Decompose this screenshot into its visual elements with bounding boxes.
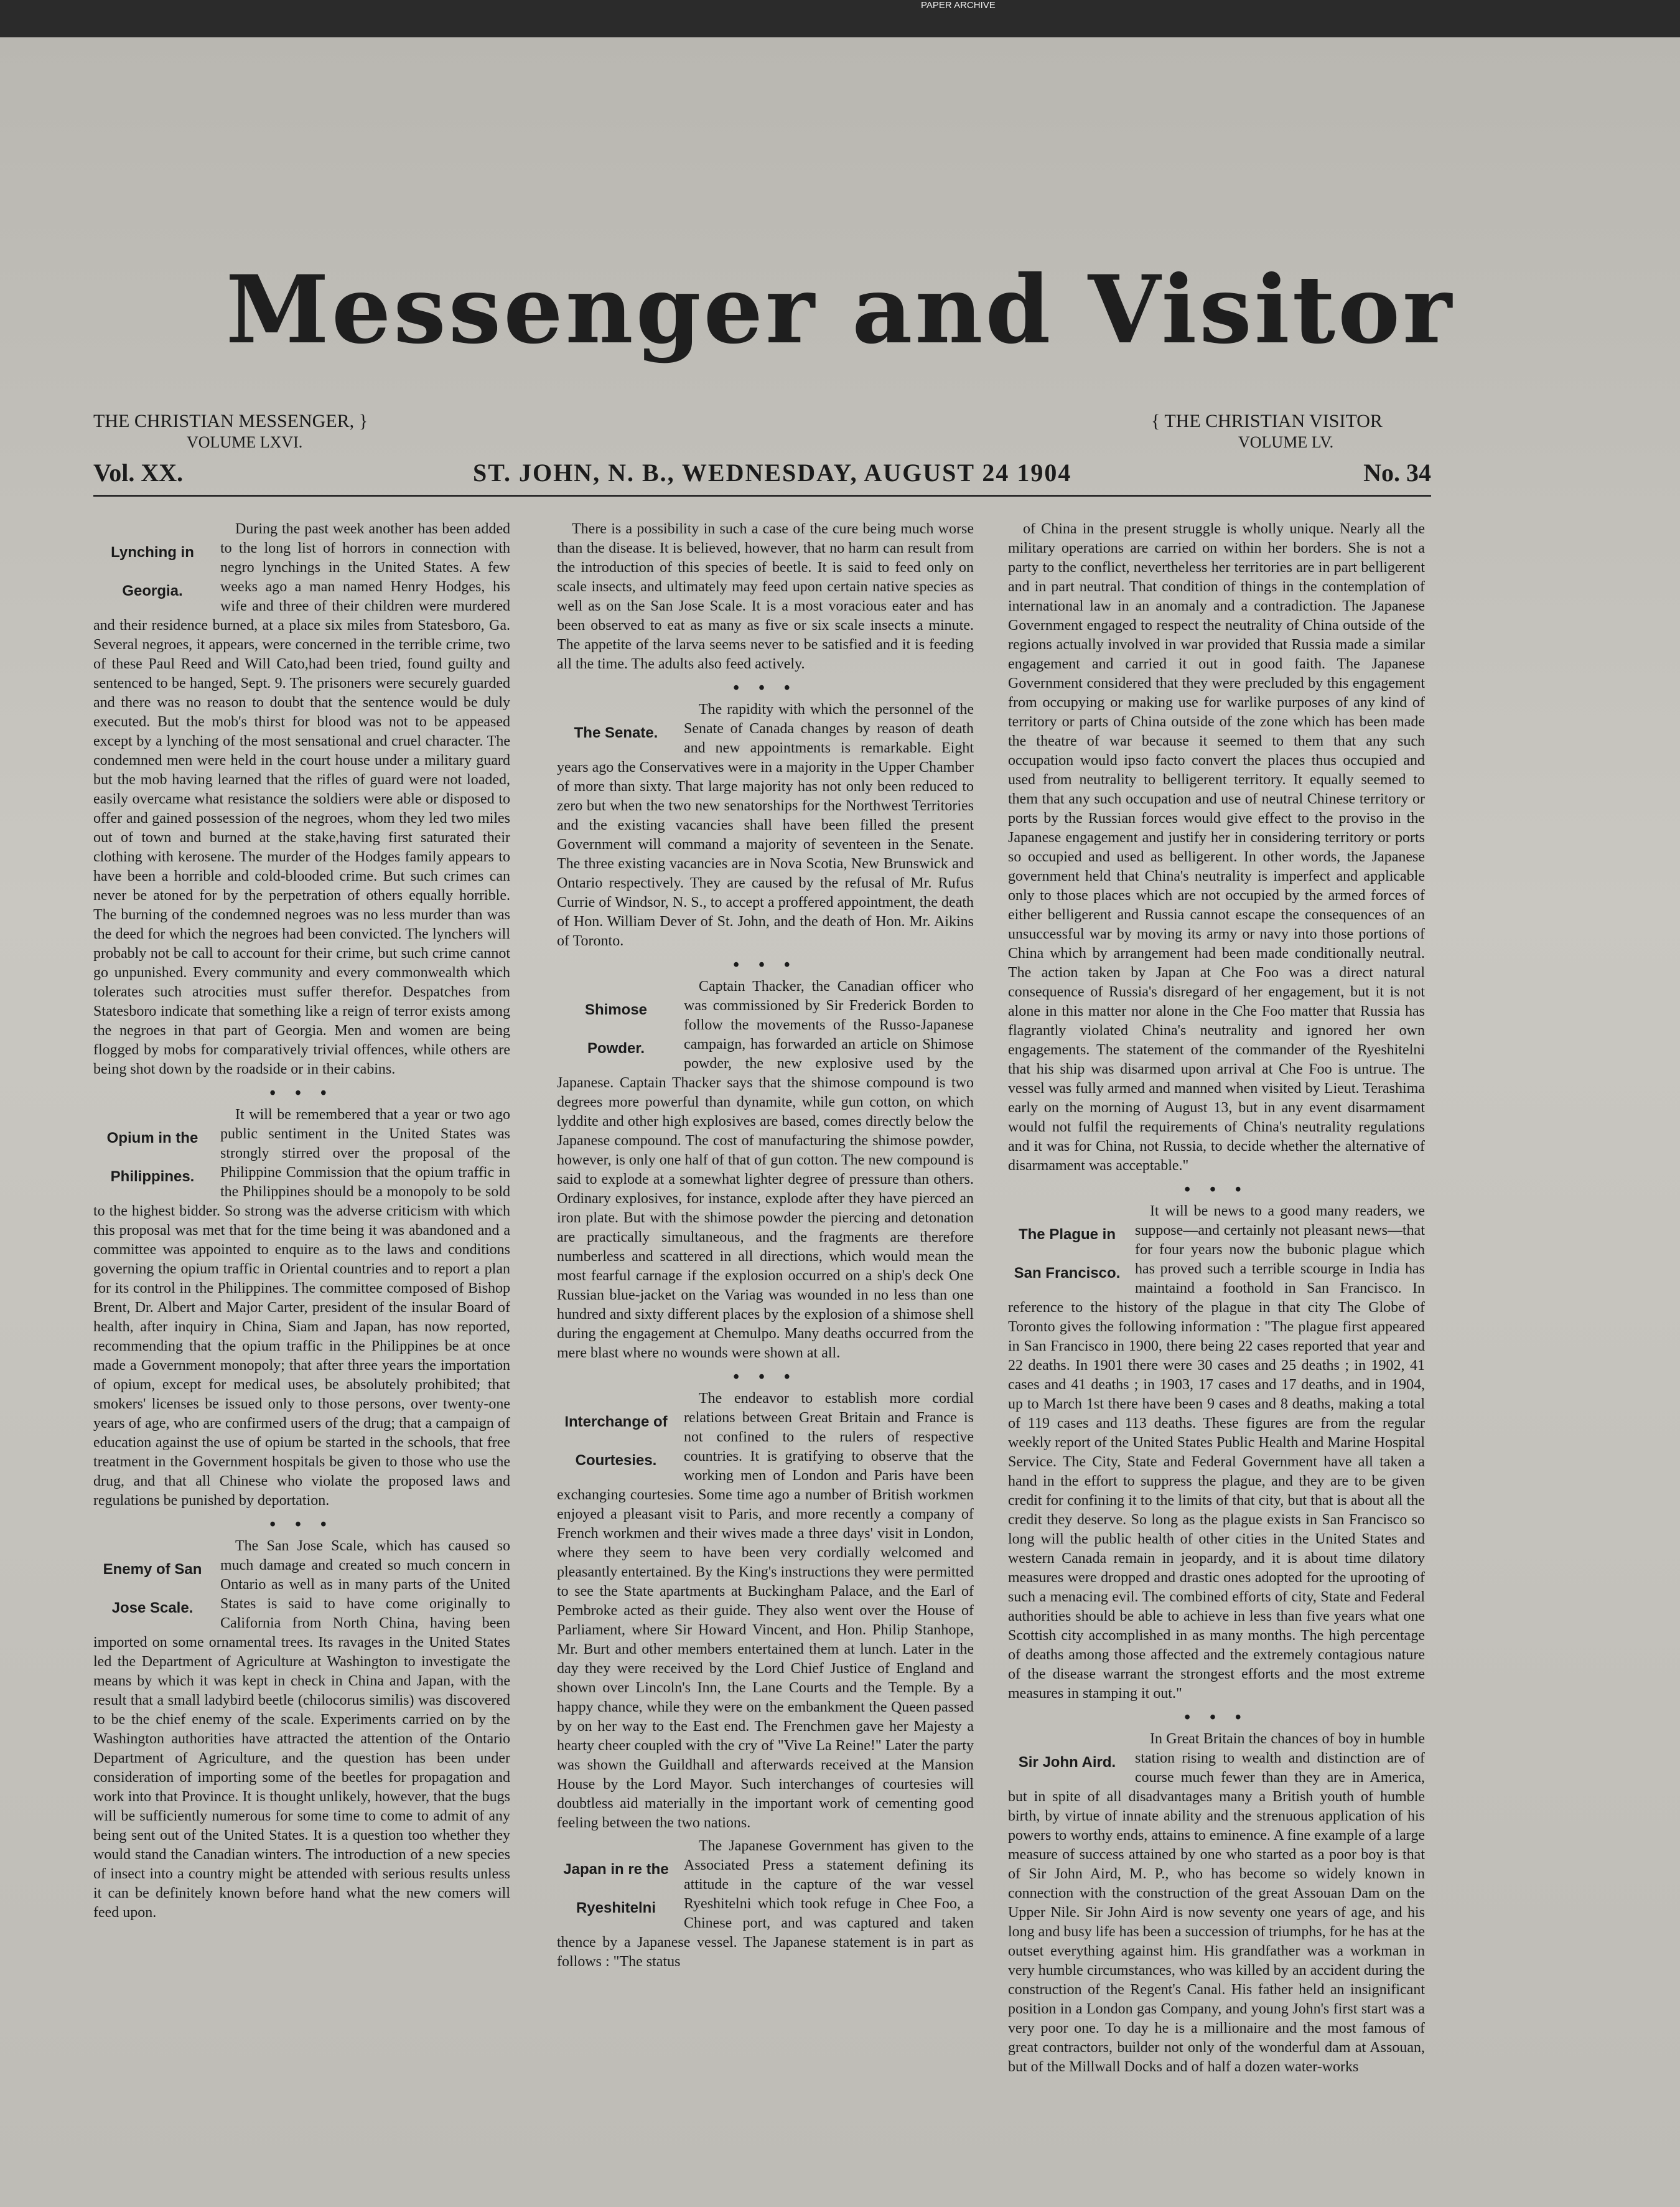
section-divider: • • • bbox=[733, 955, 798, 975]
article-text: It will be news to a good many readers, we suppose—and certainly not pleasant news—that for four years now the bubonic plague which has proved such a terrible scourge in India has maintaind a foothold in San Francisco. In reference to the history of the plague in that city The Globe of Toronto gives the following information : "The plague first appeared in San Francisco in 1900, there being 22 cases reported that year and 22 deaths. In 1901 there were 30 cases and 25 deaths ; in 1902, 41 cases and 41 deaths ; in 1903, 17 cases and 17 deaths, and in 1904, up to March 1st there have been 9 cases and 8 deaths, making a total of 119 cases and 113 deaths. These figures are from the regular weekly report of the United States Public Health and Marine Hospital Service. The City, State and Federal Government have all taken a hand in the effort to suppress the plague, and they are to be given credit for confining it to the limits of that city, but that is about all the credit they deserve. So long as the plague exists in San Francisco so long will the public health of other cities in the United States and western Canada remain in jeopardy, and it is about time dilatory measures were dropped and drastic ones adopted for the uprooting of such a menacing evil. The combined efforts of city, State and Federal authorities should be able to achieve in less than five years what one Scottish city accomplished in as many months. The high percentage of deaths among those affected and the extremely contagious nature of the disease warrant the strongest efforts and the most extreme measures in stamping it out." bbox=[1008, 1203, 1425, 1702]
article-heading: Interchange of Courtesies. bbox=[564, 1413, 668, 1469]
article bbox=[93, 1537, 510, 1923]
article-heading: Japan in re the Ryeshitelni bbox=[563, 1861, 669, 1916]
article-text: In Great Britain the chances of boy in humble station rising to wealth and distinction are of course much fewer than they are in America, but in spite of all disadvantages many a British youth of humble birth, by virtue of innate ability and the strenuous application of his powers to worthy ends, attains to eminence. A fine example of a large measure of success attained by one who started as a poor boy is that of Sir John Aird, M. P., who has become so widely known in connection with the construction of the great Assouan Dam on the Upper Nile. Sir John Aird is now seventy one years of age, and his long and busy life has been a succession of triumphs, for he has at the outset everything against him. His grandfather was a workman in very humble circumstances, who was killed by an accident during the construction of the Regent's Canal. His father held an insignificant position in a London gas Company, and young John's first start was a very poor one. To day he is a millionaire and the most famous of great contractors, builder not only of the wonderful dam at Assouan, but of the Millwall Docks and of half a dozen water-works bbox=[1008, 1731, 1425, 2075]
article-heading: Sir John Aird. bbox=[1018, 1754, 1116, 1771]
article-text: of China in the present struggle is wholly unique. Nearly all the military operations are carried on within her borders. She is not a party to the conflict, nevertheless her territories are in part belligerent and in part neutral. That condition of things in the contemplation of international law in an anomaly and a contradiction. The Japanese Government engaged to respect the neutrality of China outside of the regions actually involved in war provided that Russia made a similar engagement and carried it out in good faith. The Japanese Government considered that they were precluded by this engagement from occupying or making use for warlike purposes of any kind of territory or parts of China outside of the zone which has been made the theatre of war because it seemed to them that any such occupation would ipso facto convert the places thus occupied and used from neutrality to belligerent territory. It equally seemed to them that any such occupation and use of neutral Chinese territory or ports by the Russian forces would give effect to the proviso in the Japanese engagement and justify her in considering territory or ports so occupied and used as belligerent. In other words, the Japanese government held that China's neutrality is imperfect and applicable only to those places which are not occupied by the armed forces of either belligerent and Russia cannot escape the consequences of an unsuccessful war by moving its army or navy into those portions of China which by arrangement had been made conditionally neutral. The action taken by Japan at Che Foo was a direct natural consequence of Russia's disregard of her engagement, but it is not alone in this matter nor alone in the Che Foo matter that Russia has flagrantly violated China's neutrality and ignored her own engagements. The statement of the commander of the Ryeshitelni that his ship was disarmed upon arrival at Che Foo is untrue. The vessel was fully armed and manned when visited by Lieut. Terashima early on the morning of August 13, but in any event disarmament would not fulfil the requirements of China's neutrality regulations and it was for China, not Russia, to decide whether the alternative of disarmament was acceptable." bbox=[1008, 521, 1425, 1174]
article bbox=[93, 1105, 510, 1511]
article-heading: Enemy of San Jose Scale. bbox=[103, 1561, 202, 1616]
article bbox=[557, 1837, 974, 1972]
article-text: It will be remembered that a year or two ago public sentiment in the United States was strongly stirred over the proposal of the Philippine Commission that the opium traffic in the Philippines should be a monopoly to be sold to the highest bidder. So strong was the adverse criticism with which this proposal was met that for the time being it was abandoned and a committee was appointed to enquire as to the laws and conditions governing the opium traffic in Oriental countries and to report a plan for its control in the Philippines. The committee composed of Bishop Brent, Dr. Albert and Major Carter, president of the insular Board of health, after inquiry in China, Siam and Japan, has now reported, recommending that the opium traffic in the Philippines be at once made a Government monopoly; that after three years the importation of opium, except for medical uses, be absolutely prohibited; that smokers' licenses be issued only to those persons, over twenty-one years of age, who are confirmed users of the drug; that a campaign of education against the use of opium be started in the schools, that free treatment in the Government hospitals be given to those who use the drug, and that all Chinese who violate the proposed laws and regulations be punished by deportation. bbox=[93, 1107, 510, 1509]
article-heading: Shimose Powder. bbox=[584, 1001, 648, 1057]
section-divider: • • • bbox=[733, 1367, 798, 1387]
article-text: The rapidity with which the personnel of the Senate of Canada changes by reason of death and new appointments is remarkable. Eight years ago the Conservatives were in a majority in the Upper Chamber of more than sixty. That large majority has not only been reduced to zero but when the two new senatorships for the Northwest Territories and the existing vacancies shall have been filled the present Government will command a majority of seventeen in the Senate. The three existing vacancies are in Nova Scotia, New Brunswick and Ontario respectively. They are caused by the refusal of Mr. Rufus Currie of Windsor, N. S., to accept a proffered appointment, the death of Hon. William Dever of St. John, and the death of Hon. Mr. Aikins of Toronto. bbox=[557, 701, 974, 949]
section-divider: • • • bbox=[269, 1084, 334, 1103]
article bbox=[1008, 1730, 1425, 2077]
left-subtitle: THE CHRISTIAN MESSENGER, } VOLUME LXVI. bbox=[93, 411, 417, 453]
article-heading: Lynching in Georgia. bbox=[111, 544, 194, 599]
article-heading: The Plague in San Francisco. bbox=[1014, 1226, 1121, 1282]
article-continuation bbox=[1008, 520, 1425, 1176]
masthead-title: Messenger and Visitor bbox=[225, 255, 1455, 365]
header-rule bbox=[93, 495, 1431, 497]
section-divider: • • • bbox=[1184, 1180, 1249, 1199]
article-text: Captain Thacker, the Canadian officer who was commissioned by Sir Frederick Borden to follow the movements of the Russo-Japanese campaign, has forwarded an article on Shimose powder, the new explosive used by the Japanese. Captain Thacker says that the shimose compound is two degrees more powerful than dynamite, while gun cotton, on which lyddite and other high explosives are based, comes directly below the Japanese compound. The cost of manufacturing the shimose powder, however, is only one half of that of gun cotton. The new compound is said to explode at a somewhat lighter degree of pressure than others. Ordinary explosives, for instance, explode after they have pierced an iron plate. But with the shimose powder the piercing and detonation are practically simultaneous, and the fragments are therefore numberless and scattered in all directions, which would mean the most fearful carnage if the explosion occurred on a ship's deck One Russian blue-jacket on the Variag was wounded in no less than one hundred and sixty different places by the explosion of a shimose shell during the engagement at Chemulpo. Many deaths occurred from the mere blast where no wounds were shown at all. bbox=[557, 978, 974, 1361]
article-text: The Japanese Government has given to the Associated Press a statement defining its attitude in the capture of the war vessel Ryeshitelni which took refuge in Chee Foo, a Chinese port, and was captured and taken thence by a Japanese vessel. The Japanese statement is in part as follows : "The status bbox=[557, 1838, 974, 1970]
issue-number: No. 34 bbox=[1363, 459, 1431, 487]
right-subtitle-title: THE CHRISTIAN VISITOR bbox=[1164, 411, 1383, 431]
right-subtitle-volume: VOLUME LV. bbox=[1238, 433, 1334, 451]
issue-date: ST. JOHN, N. B., WEDNESDAY, AUGUST 24 1904 bbox=[473, 459, 1072, 487]
section-divider: • • • bbox=[269, 1515, 334, 1534]
column-3 bbox=[1008, 520, 1425, 2194]
article-text: The endeavor to establish more cordial relations between Great Britain and France is not confined to the rulers of respective countries. It is gratifying to observe that the working men of London and Paris have been exchanging courtesies. Some time ago a number of British workmen enjoyed a pleasant visit to Paris, and more recently a company of French workmen and their wives made a three days' visit in London, where they seem to have been very cordially welcomed and pleasantly entertained. By the King's instructions they were permitted to see the State apartments at Buckingham Palace, and the Earl of Pembroke acted as their guide. They also went over the House of Parliament, where Sir Howard Vincent, and Hon. Philip Stanhope, Mr. Burt and other members entertained them at lunch. Later in the day they were received by the Lord Chief Justice of England and shown over Lincoln's Inn, the Lane Courts and the Temple. By a happy chance, while they were on the embankment the Queen passed by on her way to the East end. The Frenchmen gave her Majesty a hearty cheer coupled with the cry of "Vive La Reine!" Later the party was shown the Guildhall and afterwards received at the Mansion House by the Lord Mayor. Such interchanges of courtesies will doubtless aid materially in the important work of cementing good feeling between the two nations. bbox=[557, 1390, 974, 1831]
volume-number: Vol. XX. bbox=[93, 459, 184, 487]
right-subtitle: { THE CHRISTIAN VISITOR VOLUME LV. bbox=[1151, 411, 1437, 453]
article-continuation bbox=[557, 520, 974, 674]
dateline bbox=[93, 458, 1431, 489]
article-heading: The Senate. bbox=[574, 724, 658, 741]
section-divider: • • • bbox=[733, 678, 798, 698]
article-heading: Opium in the Philippines. bbox=[106, 1130, 198, 1185]
article-text: The San Jose Scale, which has caused so much damage and created so much concern in Ontario as well as in many parts of the United States is said to have come originally to California from North China, having been imported on some ornamental trees. Its ravages in the United States led the Department of Agriculture at Washington to investigate the means by which it was kept in check in China and Japan, with the result that a small ladybird beetle (chilocorus similis) was discovered to be the chief enemy of the scale. Experiments carried on by the Washington authorities have attracted the attention of the Ontario Department of Agriculture, and the question has been under consideration of importing some of the beetles for propagation and work into that Province. It is thought unlikely, however, that the bugs will be sufficiently numerous for some time to come to admit of any being sent out of the United States. It is a question too whether they would stand the Canadian winters. The introduction of a new species of insect into a country might be attended with serious results unless it can be definitely known before hand what the new comers will feed upon. bbox=[93, 1538, 510, 1921]
article bbox=[557, 700, 974, 951]
left-subtitle-title: THE CHRISTIAN MESSENGER, bbox=[93, 411, 355, 431]
article bbox=[93, 520, 510, 1079]
article bbox=[1008, 1202, 1425, 1703]
column-1 bbox=[93, 520, 510, 2194]
article bbox=[557, 977, 974, 1363]
column-2 bbox=[557, 520, 974, 2194]
article bbox=[557, 1389, 974, 1833]
article-text: There is a possibility in such a case of the cure being much worse than the disease. It is believed, however, that no harm can result from the introduction of this species of beetle. It is said to feed only on scale insects, and ultimately may feed upon certain native species as well as on the San Jose Scale. It is a most voracious eater and has been observed to eat as many as five or six scale insects a minute. The appetite of the larva seems never to be satisfied and it is feeding all the time. The adults also feed actively. bbox=[557, 521, 974, 672]
archive-stamp: PAPER ARCHIVE bbox=[921, 0, 996, 11]
newspaper-page bbox=[0, 37, 1680, 2207]
article-text: During the past week another has been added to the long list of horrors in connection with negro lynchings in the United States. A few weeks ago a man named Henry Hodges, his wife and three of their children were murdered and their residence burned, at a place six miles from Statesboro, Ga. Several negroes, it appears, were concerned in the terrible crime, two of these Paul Reed and Will Cato,had been tried, found guilty and sentenced to be hanged, Sept. 9. The prisoners were securely guarded and there was no reason to doubt that the sentence would be duly executed. But the mob's thirst for blood was not to be appeased except by a lynching of the most sensational and cruel character. The condemned men were held in the court house under a military guard but the mob having learned that the rifles of guard were not loaded, easily overcame what resistance the soldiers were able or disposed to offer and gained possession of the negroes, whom they led two miles out of town and burned at the stake,having first saturated their clothing with kerosene. The murder of the Hodges family appears to have been a horrible and cold-blooded crime. But such crimes can never be atoned for by the perpetration of others equally horrible. The burning of the condemned negroes was no less murder than was the deed for which the negroes had been convicted. The lynchers will probably not be call to account for their crime, but such crime cannot go unpunished. Every community and every commonwealth which tolerates such atrocities must suffer therefor. Despatches from Statesboro indicate that something like a reign of terror exists among the negroes in that part of Georgia. Men and women are being flogged by mobs for comparatively trivial offences, while others are being shot down by the roadside or in their cabins. bbox=[93, 521, 510, 1077]
left-subtitle-volume: VOLUME LXVI. bbox=[187, 433, 303, 451]
section-divider: • • • bbox=[1184, 1708, 1249, 1727]
